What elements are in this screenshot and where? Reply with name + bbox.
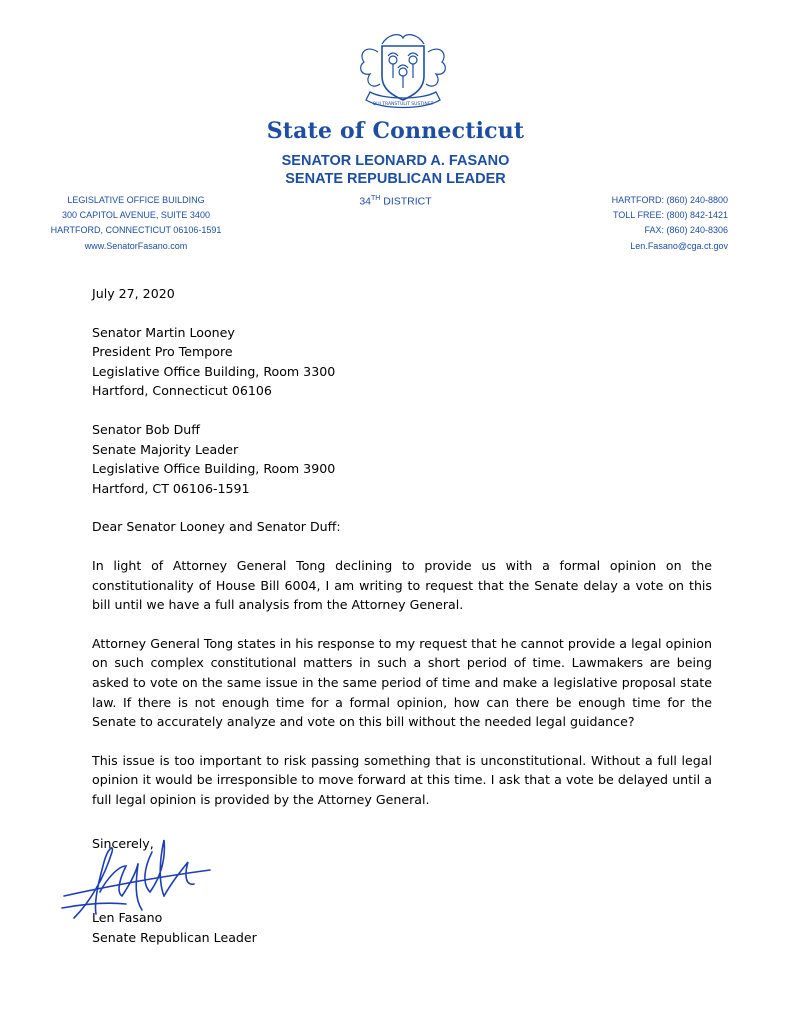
closing: Sincerely,: [92, 836, 154, 851]
phone-toll-free: TOLL FREE: (800) 842-1421: [612, 210, 728, 221]
website-link[interactable]: www.SenatorFasano.com: [84, 240, 188, 251]
recipient-line: Hartford, CT 06106-1591: [92, 480, 250, 496]
letterhead-office-address: [36, 193, 236, 254]
salutation: Dear Senator Looney and Senator Duff:: [92, 519, 341, 535]
recipient-line: Hartford, Connecticut 06106: [92, 383, 272, 399]
letter-date: July 27, 2020: [92, 286, 175, 301]
recipient-address-1: [92, 323, 712, 401]
svg-text:QUI TRANSTULIT SUSTINET: QUI TRANSTULIT SUSTINET: [372, 102, 434, 107]
letter-body: [92, 284, 712, 828]
recipient-line: Senator Martin Looney: [92, 324, 235, 340]
signer-block: [92, 908, 257, 947]
body-paragraph: This issue is too important to risk passing something that is unconstitutional. Without a full legal opinion it would be irresponsible to move forward at this time. I ask that a vote be delayed until a full legal opinion is provided by the Attorney General.: [92, 752, 712, 807]
recipient-line: President Pro Tempore: [92, 344, 233, 360]
letterhead-senator-name: SENATOR LEONARD A. FASANO: [281, 153, 510, 169]
office-address-line: HARTFORD, CONNECTICUT 06106-1591: [50, 225, 222, 236]
signer-name: Len Fasano: [92, 910, 163, 925]
recipient-line: Senator Bob Duff: [92, 421, 200, 437]
recipient-line: Senate Majority Leader: [92, 441, 239, 457]
fax-number: FAX: (860) 240-8306: [644, 225, 728, 236]
letterhead-state-title: State of Connecticut: [266, 118, 525, 144]
phone-hartford: HARTFORD: (860) 240-8800: [611, 195, 728, 205]
body-paragraph: In light of Attorney General Tong declining to provide us with a formal opinion on the constitutionality of House Bill 6004, I am writing to request that the Senate delay a vote on this bill until we have a full analysis from the Attorney General.: [92, 557, 712, 613]
letterhead-contact-info: [560, 193, 728, 254]
body-paragraph: Attorney General Tong states in his response to my request that he cannot provide a legal opinion on such complex constitutional matters in such a short period of time. Lawmakers are being asked to vote on the same issue in the same period of time and make a legislative proposal state law. If there is not enough time for a formal opinion, how can there be enough time for the Senate to accurately analyze and vote on this bill without the needed legal guidance?: [92, 635, 712, 730]
recipient-line: Legislative Office Building, Room 3300: [92, 363, 336, 379]
letterhead-senator-role: SENATE REPUBLICAN LEADER: [285, 171, 506, 187]
signer-title: Senate Republican Leader: [92, 929, 257, 945]
state-seal-logo: [348, 30, 458, 114]
office-address-line: LEGISLATIVE OFFICE BUILDING: [67, 195, 205, 205]
recipient-address-2: [92, 420, 712, 498]
email-link[interactable]: Len.Fasano@cga.ct.gov: [630, 240, 728, 251]
letterhead-district: 34TH DISTRICT: [359, 195, 432, 208]
office-address-line: 300 CAPITOL AVENUE, SUITE 3400: [62, 210, 210, 221]
recipient-line: Legislative Office Building, Room 3900: [92, 461, 336, 477]
